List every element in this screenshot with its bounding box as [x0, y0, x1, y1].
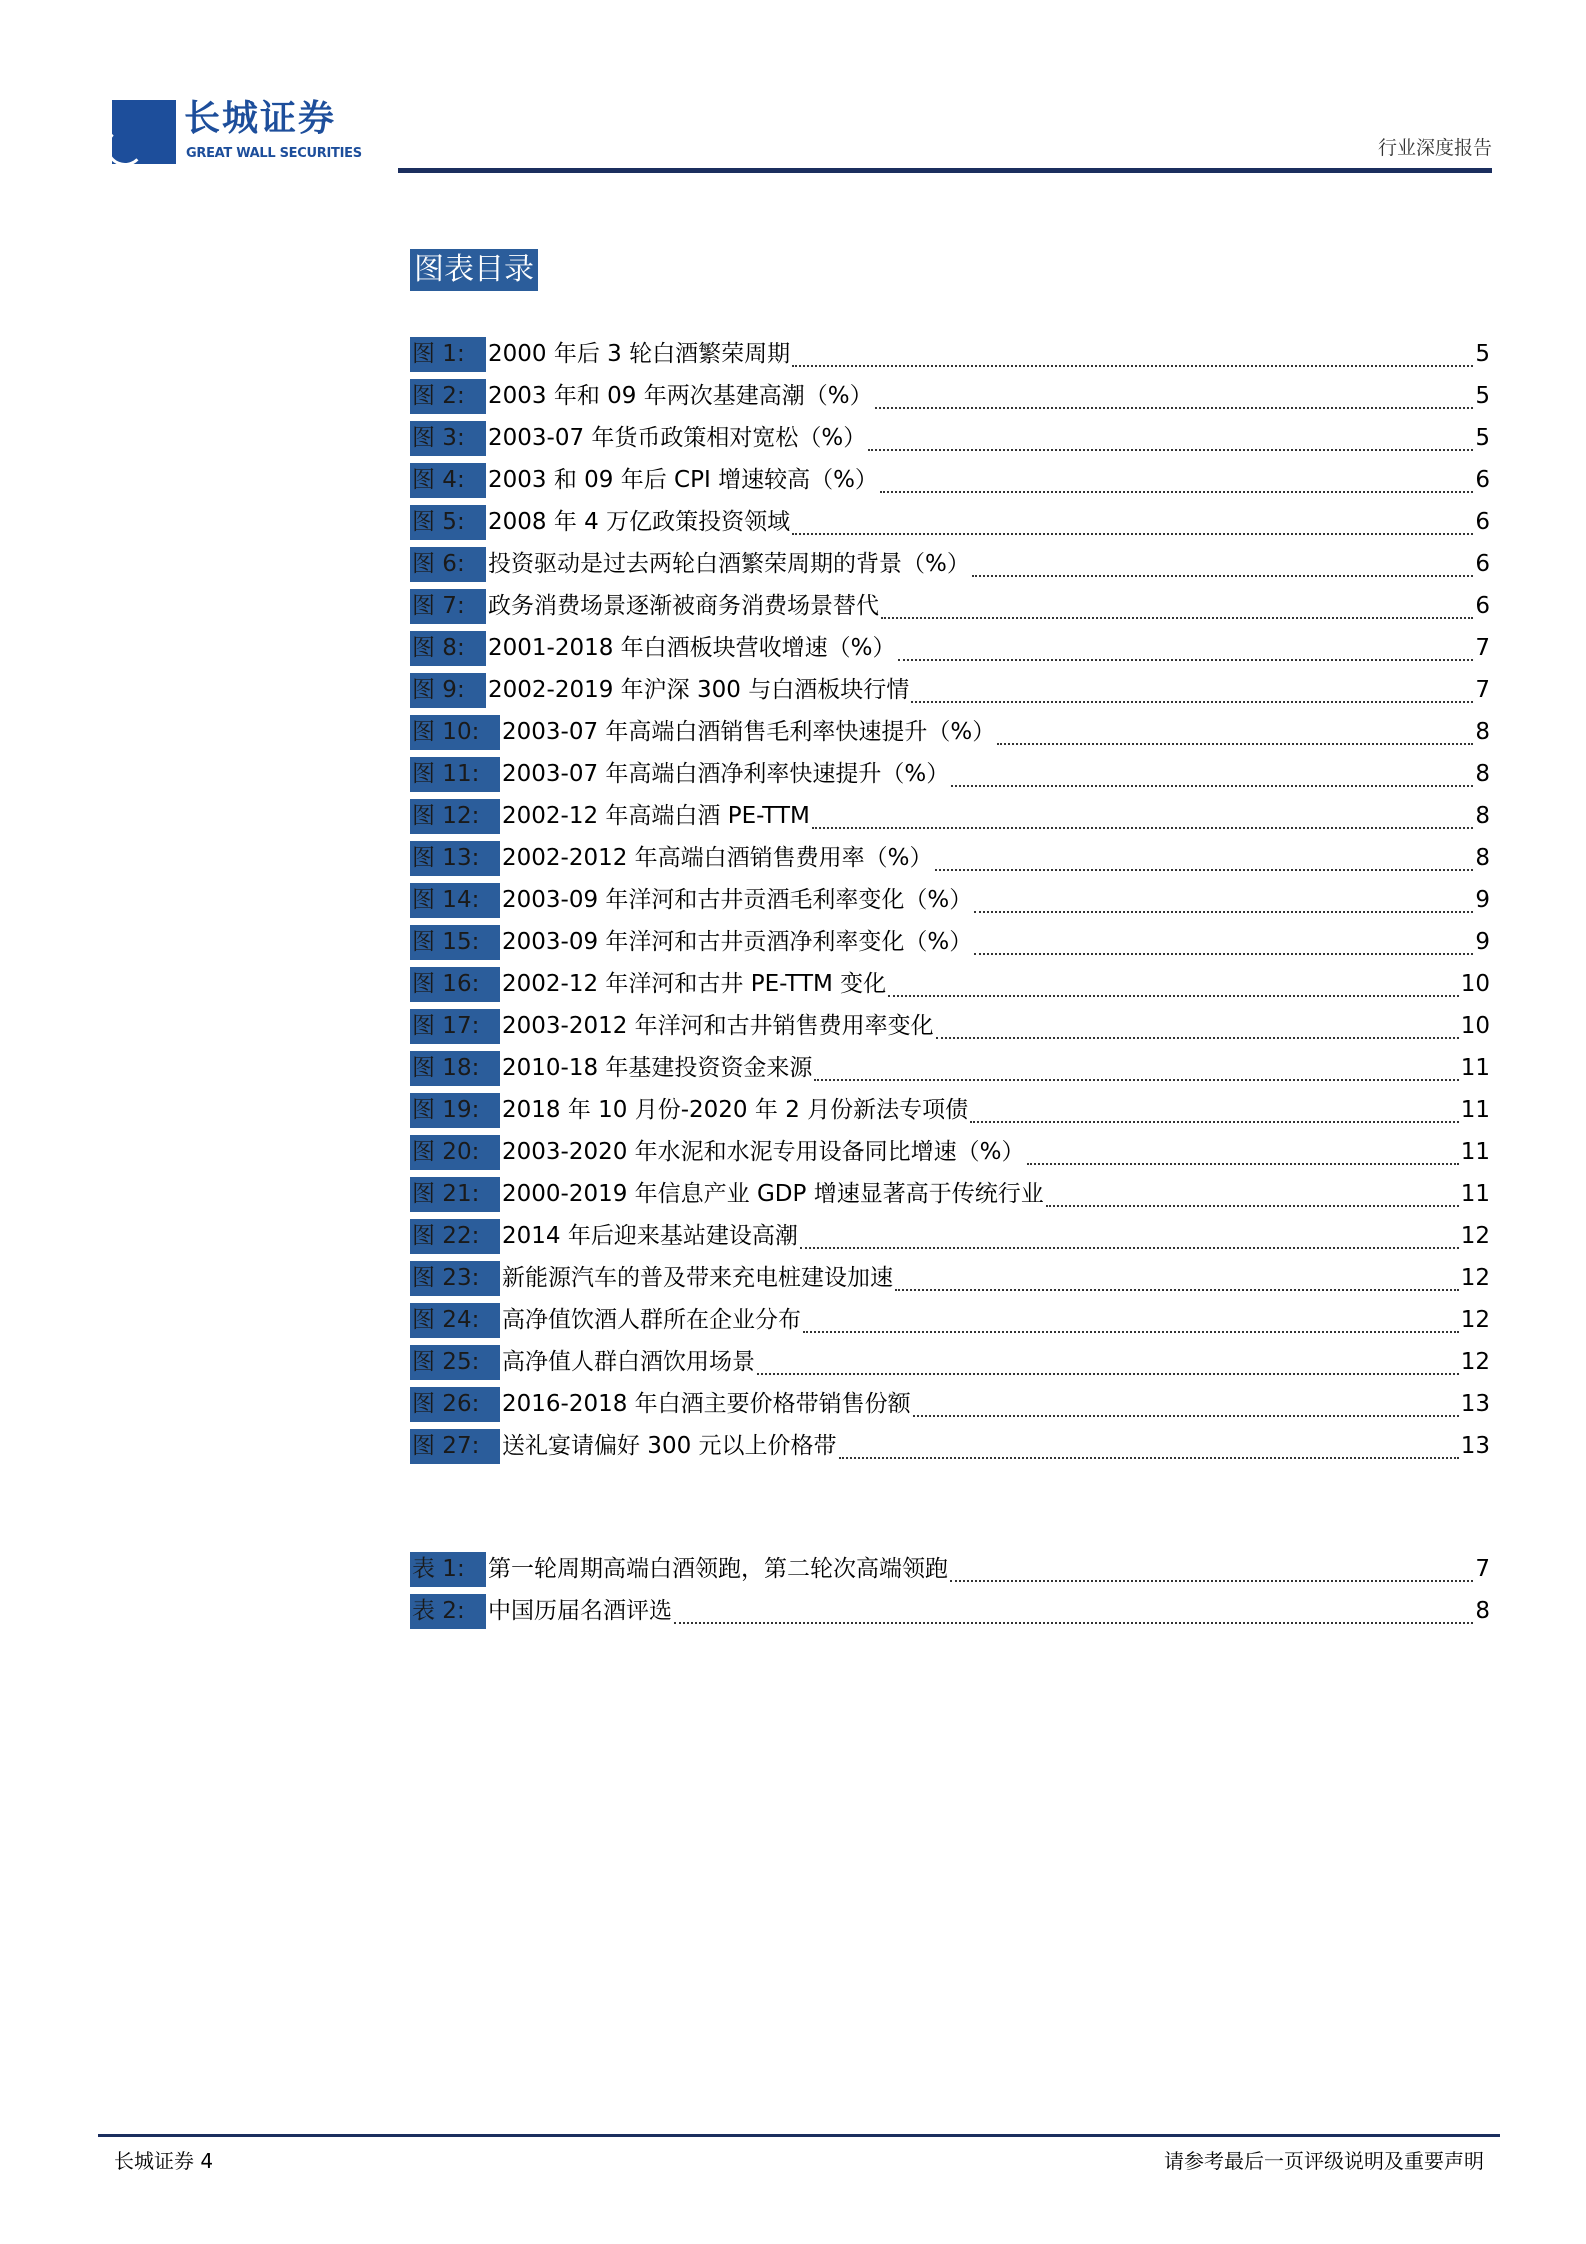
toc-entry[interactable] [410, 967, 1490, 1002]
entry-label: 图 23: [410, 1261, 500, 1296]
dot-leader [839, 1435, 1459, 1459]
toc-entry[interactable] [410, 1387, 1490, 1422]
logo-mark-icon [112, 100, 176, 164]
entry-page[interactable]: 12 [1460, 1307, 1490, 1333]
entry-page[interactable]: 9 [1475, 887, 1490, 913]
entry-label: 图 20: [410, 1135, 500, 1170]
dot-leader [757, 1351, 1459, 1375]
entry-label: 图 17: [410, 1009, 500, 1044]
entry-label: 图 14: [410, 883, 500, 918]
toc-entry[interactable] [410, 1177, 1490, 1212]
entry-page[interactable]: 8 [1475, 803, 1490, 829]
entry-title[interactable]: 中国历届名酒评选 [488, 1598, 672, 1624]
entry-title[interactable]: 2003 和 09 年后 CPI 增速较高（%） [488, 467, 878, 493]
dot-leader [881, 595, 1473, 619]
entry-label: 图 12: [410, 799, 500, 834]
entry-label: 图 3: [410, 421, 486, 456]
dot-leader [972, 553, 1474, 577]
entry-page[interactable]: 11 [1460, 1055, 1490, 1081]
entry-page[interactable]: 7 [1475, 635, 1490, 661]
toc-entry[interactable] [410, 925, 1490, 960]
entry-label: 图 1: [410, 337, 486, 372]
toc-entry[interactable] [410, 337, 1490, 372]
entry-title[interactable]: 送礼宴请偏好 300 元以上价格带 [502, 1433, 837, 1459]
dot-leader [674, 1600, 1473, 1624]
entry-title[interactable]: 第一轮周期高端白酒领跑，第二轮次高端领跑 [488, 1556, 948, 1582]
entry-label: 图 15: [410, 925, 500, 960]
dot-leader [803, 1309, 1459, 1333]
entry-label: 图 18: [410, 1051, 500, 1086]
entry-label: 图 25: [410, 1345, 500, 1380]
entry-title[interactable]: 2000-2019 年信息产业 GDP 增速显著高于传统行业 [502, 1181, 1044, 1207]
entry-label: 图 6: [410, 547, 486, 582]
footer-divider [98, 2134, 1500, 2137]
entry-title[interactable]: 2003-07 年货币政策相对宽松（%） [488, 425, 867, 451]
toc-entry[interactable] [410, 463, 1490, 498]
entry-title[interactable]: 新能源汽车的普及带来充电桩建设加速 [502, 1265, 893, 1291]
entry-label: 图 8: [410, 631, 486, 666]
toc-entry[interactable] [410, 1552, 1490, 1587]
dot-leader [812, 805, 1474, 829]
entry-label: 图 4: [410, 463, 486, 498]
entry-label: 图 27: [410, 1429, 500, 1464]
entry-label: 图 10: [410, 715, 500, 750]
figure-list [410, 337, 1490, 1471]
entry-page[interactable]: 12 [1460, 1265, 1490, 1291]
entry-title[interactable]: 2003-2020 年水泥和水泥专用设备同比增速（%） [502, 1139, 1025, 1165]
dot-leader [880, 469, 1473, 493]
dot-leader [898, 637, 1474, 661]
entry-page[interactable]: 6 [1475, 467, 1490, 493]
dot-leader [936, 1015, 1459, 1039]
toc-entry[interactable] [410, 841, 1490, 876]
entry-title[interactable]: 2003 年和 09 年两次基建高潮（%） [488, 383, 873, 409]
dot-leader [814, 1057, 1458, 1081]
entry-label: 图 5: [410, 505, 486, 540]
toc-entry[interactable] [410, 799, 1490, 834]
entry-page[interactable]: 5 [1475, 425, 1490, 451]
toc-entry[interactable] [410, 1135, 1490, 1170]
entry-title[interactable]: 2002-2019 年沪深 300 与白酒板块行情 [488, 677, 910, 703]
entry-label: 图 13: [410, 841, 500, 876]
toc-entry[interactable] [410, 1594, 1490, 1629]
dot-leader [974, 931, 1473, 955]
entry-page[interactable]: 8 [1475, 1598, 1490, 1624]
footer-page: 长城证券 4 [114, 2149, 214, 2173]
entry-page[interactable]: 5 [1475, 341, 1490, 367]
entry-title[interactable]: 2003-07 年高端白酒净利率快速提升（%） [502, 761, 950, 787]
entry-label: 图 19: [410, 1093, 500, 1128]
entry-page[interactable]: 6 [1475, 593, 1490, 619]
footer-disclaimer: 请参考最后一页评级说明及重要声明 [1164, 2149, 1484, 2173]
entry-label: 图 7: [410, 589, 486, 624]
dot-leader [875, 385, 1474, 409]
toc-entry[interactable] [410, 589, 1490, 624]
dot-leader [974, 889, 1473, 913]
entry-page[interactable]: 7 [1475, 677, 1490, 703]
dot-leader [792, 511, 1473, 535]
dot-leader [970, 1099, 1459, 1123]
dot-leader [888, 973, 1459, 997]
entry-label: 图 26: [410, 1387, 500, 1422]
entry-title[interactable]: 2003-09 年洋河和古井贡酒净利率变化（%） [502, 929, 973, 955]
entry-label: 图 21: [410, 1177, 500, 1212]
dot-leader [1027, 1141, 1459, 1165]
toc-entry[interactable] [410, 883, 1490, 918]
toc-entry[interactable] [410, 1093, 1490, 1128]
company-logo [112, 98, 387, 166]
dot-leader [868, 427, 1473, 451]
toc-entry[interactable] [410, 1219, 1490, 1254]
dot-leader [911, 679, 1473, 703]
entry-title[interactable]: 高净值饮酒人群所在企业分布 [502, 1307, 801, 1333]
dot-leader [1046, 1183, 1459, 1207]
toc-entry[interactable] [410, 631, 1490, 666]
entry-page[interactable]: 8 [1475, 845, 1490, 871]
toc-entry[interactable] [410, 1051, 1490, 1086]
logo-text-en: GREAT WALL SECURITIES [186, 146, 362, 161]
dot-leader [950, 1558, 1473, 1582]
entry-label: 图 11: [410, 757, 500, 792]
page-title: 图表目录 [410, 249, 538, 291]
entry-label: 图 22: [410, 1219, 500, 1254]
entry-page[interactable]: 10 [1460, 1013, 1490, 1039]
entry-title[interactable]: 2016-2018 年白酒主要价格带销售份额 [502, 1391, 911, 1417]
entry-title[interactable]: 2010-18 年基建投资资金来源 [502, 1055, 813, 1081]
toc-entry[interactable] [410, 1009, 1490, 1044]
logo-text-cn: 长城证券 [184, 97, 337, 139]
entry-title[interactable]: 2018 年 10 月份-2020 年 2 月份新法专项债 [502, 1097, 969, 1123]
toc-entry[interactable] [410, 757, 1490, 792]
dot-leader [997, 721, 1473, 745]
report-type: 行业深度报告 [1377, 137, 1492, 159]
table-list [410, 1552, 1490, 1636]
entry-page[interactable]: 8 [1475, 719, 1490, 745]
entry-title[interactable]: 2003-09 年洋河和古井贡酒毛利率变化（%） [502, 887, 973, 913]
entry-title[interactable]: 政务消费场景逐渐被商务消费场景替代 [488, 593, 879, 619]
toc-entry[interactable] [410, 1429, 1490, 1464]
entry-page[interactable]: 12 [1460, 1349, 1490, 1375]
toc-entry[interactable] [410, 547, 1490, 582]
toc-entry[interactable] [410, 673, 1490, 708]
entry-title[interactable]: 2002-12 年洋河和古井 PE-TTM 变化 [502, 971, 887, 997]
toc-entry[interactable] [410, 715, 1490, 750]
dot-leader [913, 1393, 1459, 1417]
entry-title[interactable]: 高净值人群白酒饮用场景 [502, 1349, 755, 1375]
entry-page[interactable]: 6 [1475, 551, 1490, 577]
entry-page[interactable]: 9 [1475, 929, 1490, 955]
entry-page[interactable]: 13 [1460, 1391, 1490, 1417]
entry-page[interactable]: 12 [1460, 1223, 1490, 1249]
entry-label: 图 16: [410, 967, 500, 1002]
entry-title[interactable]: 2003-07 年高端白酒销售毛利率快速提升（%） [502, 719, 996, 745]
toc-entry[interactable] [410, 1303, 1490, 1338]
entry-title[interactable]: 2000 年后 3 轮白酒繁荣周期 [488, 341, 791, 367]
entry-title[interactable]: 2008 年 4 万亿政策投资领域 [488, 509, 791, 535]
entry-label: 表 2: [410, 1594, 486, 1629]
entry-page[interactable]: 7 [1475, 1556, 1490, 1582]
dot-leader [951, 763, 1473, 787]
entry-title[interactable]: 2002-2012 年高端白酒销售费用率（%） [502, 845, 933, 871]
dot-leader [800, 1225, 1459, 1249]
toc-entry[interactable] [410, 421, 1490, 456]
entry-page[interactable]: 13 [1460, 1433, 1490, 1459]
entry-label: 图 2: [410, 379, 486, 414]
entry-title[interactable]: 2003-2012 年洋河和古井销售费用率变化 [502, 1013, 934, 1039]
toc-entry[interactable] [410, 505, 1490, 540]
dot-leader [792, 343, 1473, 367]
toc-entry[interactable] [410, 1261, 1490, 1296]
dot-leader [935, 847, 1474, 871]
entry-page[interactable]: 8 [1475, 761, 1490, 787]
entry-page[interactable]: 11 [1460, 1181, 1490, 1207]
entry-page[interactable]: 10 [1460, 971, 1490, 997]
header-divider [398, 168, 1492, 173]
entry-page[interactable]: 11 [1460, 1139, 1490, 1165]
toc-entry[interactable] [410, 379, 1490, 414]
entry-title[interactable]: 2001-2018 年白酒板块营收增速（%） [488, 635, 896, 661]
entry-page[interactable]: 6 [1475, 509, 1490, 535]
entry-page[interactable]: 5 [1475, 383, 1490, 409]
entry-label: 图 24: [410, 1303, 500, 1338]
entry-label: 表 1: [410, 1552, 486, 1587]
entry-label: 图 9: [410, 673, 486, 708]
entry-title[interactable]: 投资驱动是过去两轮白酒繁荣周期的背景（%） [488, 551, 970, 577]
dot-leader [895, 1267, 1459, 1291]
entry-title[interactable]: 2014 年后迎来基站建设高潮 [502, 1223, 798, 1249]
entry-title[interactable]: 2002-12 年高端白酒 PE-TTM [502, 803, 810, 829]
entry-page[interactable]: 11 [1460, 1097, 1490, 1123]
toc-entry[interactable] [410, 1345, 1490, 1380]
